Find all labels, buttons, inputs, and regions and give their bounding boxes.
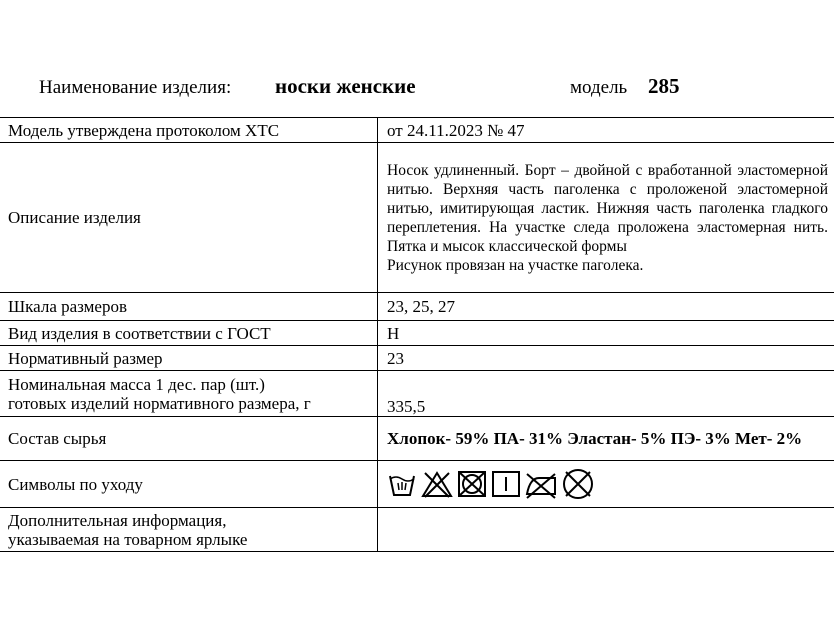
description-paragraph: Рисунок провязан на участке паголека. (387, 256, 644, 274)
line-dry-icon (491, 469, 521, 499)
row-label-line: Дополнительная информация, (8, 510, 227, 530)
row-label: Нормативный размер (0, 346, 378, 371)
row-value: 23, 25, 27 (378, 293, 834, 321)
do-not-iron-icon (525, 469, 557, 499)
product-spec-table (0, 117, 834, 552)
composition-value: Хлопок- 59% ПА- 31% Эластан- 5% ПЭ- 3% Мет- 2% (378, 417, 834, 461)
document-header (0, 74, 834, 104)
model-number: 285 (648, 74, 680, 98)
row-label (0, 371, 378, 417)
do-not-dry-clean-icon (561, 468, 595, 500)
product-name-label: Наименование изделия: (39, 77, 232, 98)
table-row (0, 118, 834, 143)
description-paragraph: Носок удлиненный. Борт – двойной с вработанной эластомерной нитью. Верхняя часть паголенка с проложеной эластомерной нитью, имитирующая ластик. Нижняя часть паголенка гладкого переплетения. На участке следа проложена эластомерная нить. Пятка и мысок классической формы (387, 161, 828, 255)
table-row (0, 508, 834, 552)
table-row (0, 461, 834, 508)
table-row (0, 321, 834, 346)
table-row (0, 346, 834, 371)
row-label: Модель утверждена протоколом ХТС (0, 118, 378, 143)
do-not-bleach-icon (421, 469, 453, 499)
row-value (378, 508, 834, 552)
row-value: Н (378, 321, 834, 346)
care-symbols-cell (378, 461, 834, 508)
row-label (0, 508, 378, 552)
model-label: модель (570, 77, 628, 98)
row-value: 23 (378, 346, 834, 371)
row-label-line: указываемая на товарном ярлыке (8, 529, 248, 549)
row-label: Шкала размеров (0, 293, 378, 321)
do-not-tumble-dry-icon (457, 469, 487, 499)
product-name: носки женские (275, 74, 416, 98)
row-label: Состав сырья (0, 417, 378, 461)
table-row (0, 293, 834, 321)
table-row (0, 417, 834, 461)
table-row (0, 371, 834, 417)
row-label: Описание изделия (0, 143, 378, 293)
row-value: от 24.11.2023 № 47 (378, 118, 834, 143)
table-row (0, 143, 834, 293)
care-symbols (387, 468, 828, 500)
row-label-line: готовых изделий нормативного размера, г (8, 393, 311, 413)
row-label: Символы по уходу (0, 461, 378, 508)
row-value: 335,5 (378, 371, 834, 417)
row-label: Вид изделия в соответствии с ГОСТ (0, 321, 378, 346)
description-value (378, 143, 834, 293)
row-label-line: Номинальная масса 1 дес. пар (шт.) (8, 374, 265, 394)
wash-30-icon (387, 469, 417, 499)
